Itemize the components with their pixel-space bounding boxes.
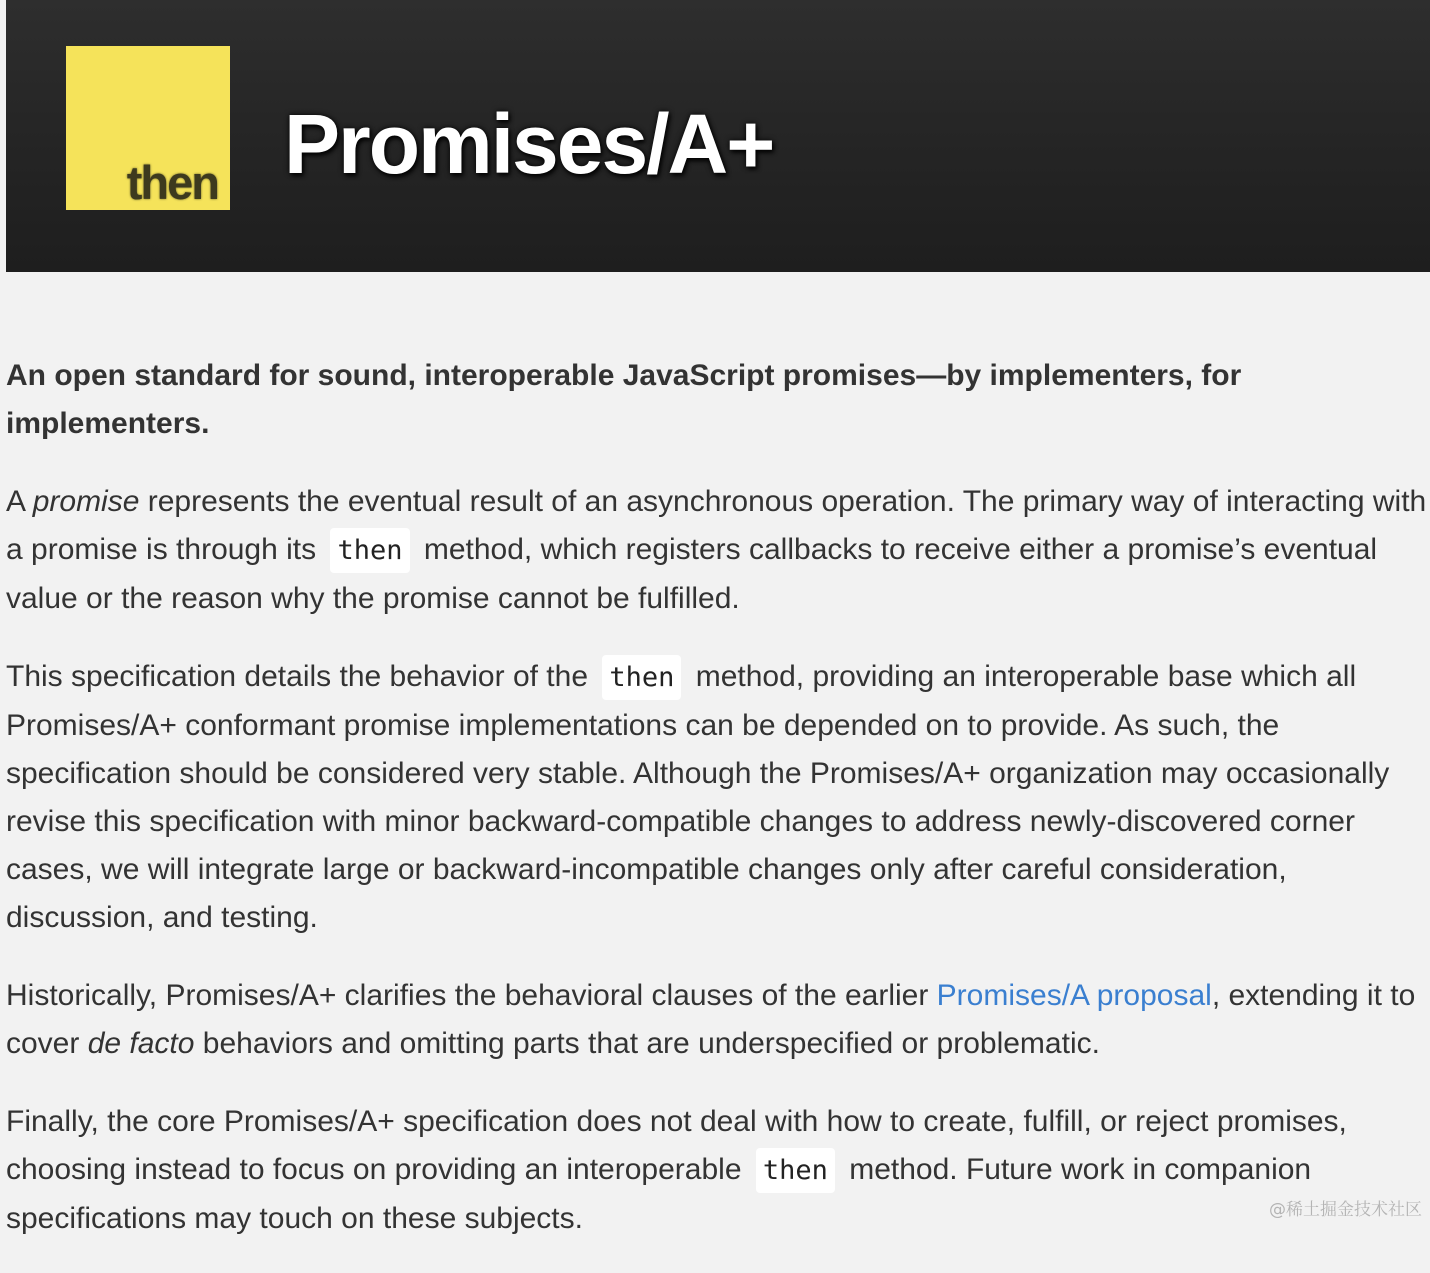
logo-text: then <box>126 156 218 209</box>
code-then: then <box>330 528 409 573</box>
text-span: Finally, the core Promises/A+ specification does not deal with how to create, fulfill, or reject promises, choosing instead to focus on providing an interoperable <box>6 1105 1347 1186</box>
text-span: behaviors and omitting parts that are underspecified or problematic. <box>194 1027 1100 1060</box>
text-span: method, providing an interoperable base which all Promises/A+ conformant promise implementations can be depended on to provide. As such, the specification should be considered very stable. Although the Promises/A+ organization may occasionally revise this specification with minor backward-compatible changes to address newly-discovered corner cases, we will integrate large or backward-incompatible changes only after careful consideration, discussion, and testing. <box>6 660 1390 934</box>
text-span: This specification details the behavior of the <box>6 660 588 693</box>
page-title: Promises/A+ <box>284 97 774 191</box>
paragraph-history <box>6 972 1430 1068</box>
emphasis-de-facto: de facto <box>87 1027 195 1060</box>
main-content <box>6 352 1430 1273</box>
text-span: Historically, Promises/A+ clarifies the behavioral clauses of the earlier <box>6 979 937 1012</box>
code-then: then <box>756 1148 835 1193</box>
promises-logo[interactable] <box>66 46 230 210</box>
code-then: then <box>602 655 681 700</box>
paragraph-promise-definition <box>6 478 1430 623</box>
text-span: method. Future work in companion specifications may touch on these subjects. <box>6 1153 1312 1235</box>
page-header <box>6 0 1430 272</box>
intro-tagline: An open standard for sound, interoperable JavaScript promises—by implementers, for implementers. <box>6 359 1242 440</box>
emphasis-promise: promise <box>32 485 140 518</box>
text-span: represents the eventual result of an asynchronous operation. The primary way of interacting with a promise is through its <box>6 485 1427 566</box>
text-span: , extending it to cover <box>6 979 1416 1060</box>
text-span: method, which registers callbacks to receive either a promise’s eventual value or the reason why the promise cannot be fulfilled. <box>6 533 1378 615</box>
text-span: A <box>6 485 33 518</box>
paragraph-specification-details <box>6 653 1430 942</box>
paragraph-scope <box>6 1098 1430 1243</box>
promises-a-proposal-link[interactable]: Promises/A proposal <box>936 979 1212 1012</box>
source-watermark: @稀土掘金技术社区 <box>1269 1200 1422 1220</box>
